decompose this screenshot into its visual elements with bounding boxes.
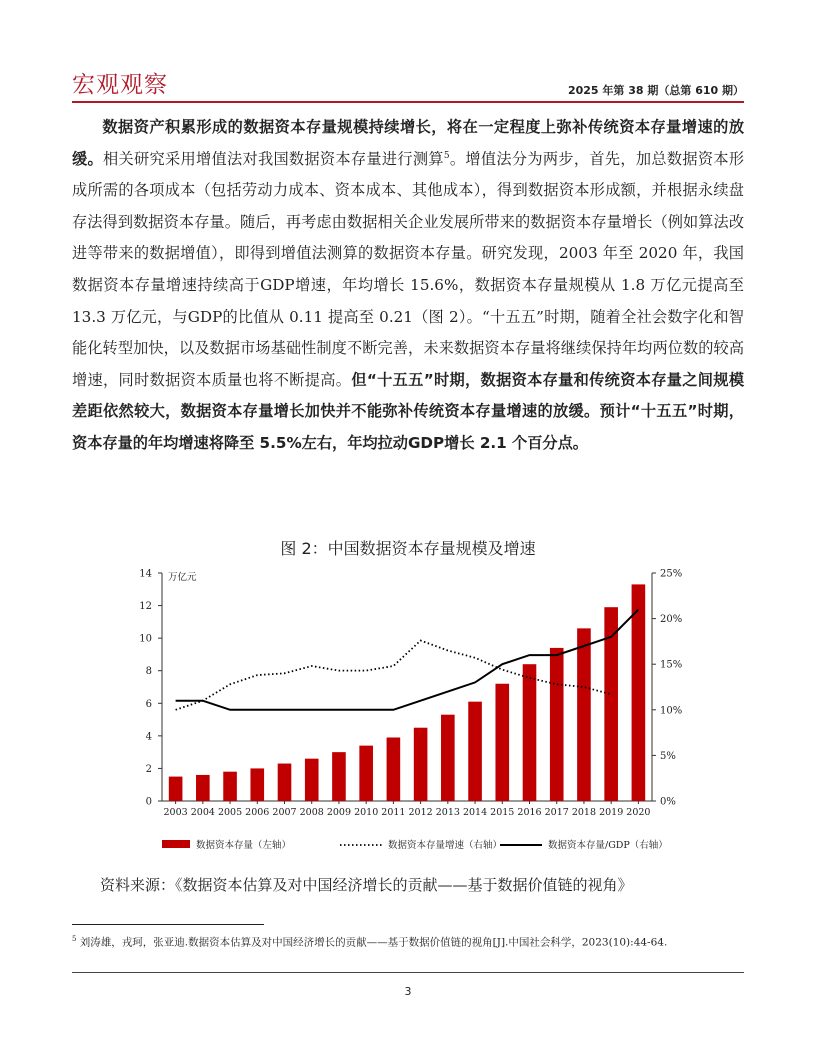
right-tick-label: 20% — [660, 614, 683, 626]
line-growth-rate — [176, 641, 612, 710]
left-tick-label: 8 — [145, 666, 152, 678]
bar-data-capital-stock — [223, 772, 237, 801]
left-tick-label: 4 — [145, 731, 152, 743]
x-tick-label: 2013 — [435, 807, 460, 818]
x-tick-label: 2015 — [490, 807, 515, 818]
header-divider — [72, 101, 744, 103]
x-tick-label: 2008 — [299, 807, 324, 818]
chart-container — [120, 562, 700, 862]
x-tick-label: 2009 — [326, 807, 352, 818]
bar-data-capital-stock — [468, 702, 482, 801]
legend-label-ratio: 数据资本存量/GDP（右轴） — [548, 840, 668, 851]
x-tick-label: 2003 — [163, 807, 188, 818]
footnote — [72, 930, 744, 952]
x-tick-label: 2019 — [599, 807, 624, 818]
right-tick-label: 5% — [660, 750, 676, 762]
x-tick-label: 2005 — [217, 807, 243, 818]
bar-data-capital-stock — [250, 768, 264, 801]
x-tick-label: 2020 — [626, 807, 651, 818]
left-axis-unit: 万亿元 — [168, 572, 197, 583]
bar-data-capital-stock — [632, 584, 646, 801]
x-tick-label: 2006 — [245, 807, 270, 818]
bar-data-capital-stock — [359, 746, 373, 801]
left-tick-label: 10 — [139, 633, 152, 645]
bar-data-capital-stock — [550, 648, 564, 801]
right-tick-label: 25% — [660, 568, 683, 580]
data-capital-chart — [120, 562, 700, 862]
left-tick-label: 14 — [139, 568, 152, 580]
footer-divider — [72, 972, 744, 973]
bar-data-capital-stock — [523, 664, 537, 801]
x-tick-label: 2007 — [272, 807, 297, 818]
figure-source: 资料来源：《数据资本估算及对中国经济增长的贡献——基于数据价值链的视角》 — [100, 876, 633, 894]
footnote-text: 刘涛雄，戎珂，张亚迪.数据资本估算及对中国经济增长的贡献——基于数据价值链的视角[J].中国社会科学，2023(10):44-64. — [76, 936, 668, 949]
left-tick-label: 6 — [145, 698, 152, 710]
paragraph-bold-lead: 数据资产积累形成的数据资本存量规模持续增长，将在一定程度上弥补传统资本存量增速的放缓。 — [72, 118, 744, 168]
x-tick-label: 2004 — [190, 807, 215, 818]
x-tick-label: 2017 — [544, 807, 569, 818]
legend-swatch-bar — [162, 840, 190, 848]
paragraph-text-2: 。增值法分为两步，首先，加总数据资本形成所需的各项成本（包括劳动力成本、资本成本、其他成本），得到数据资本形成额，并根据永续盘存法得到数据资本存量。随后，再考虑由数据相关企业发展所带来的数据资本存量增长（例如算法改进等带来的数据增值），即得到增值法测算的数据资本存量。研究发现，2003 年至 2020 年，我国数据资本存量增速持续高于GDP增速，年均增长 15.6%，数据资本存量规模从 1.8 万亿元提高至 13.3 万亿元，与GDP的比值从 0.11 提高至 0.21（图 2）。“十五五”时期，随着全社会数字化和智能化转型加快，以及数据市场基础性制度不断完善，未来数据资本存量将继续保持年均两位数的较高增速，同时数据资本质量也将不断提高。 — [72, 149, 745, 389]
footnote-divider — [72, 924, 264, 925]
report-series-title: 宏观观察 — [72, 72, 168, 98]
footnote-reference[interactable]: 5 — [443, 150, 450, 161]
issue-number: 2025 年第 38 期（总第 610 期） — [567, 84, 744, 97]
page-number: 3 — [404, 985, 412, 998]
bar-data-capital-stock — [169, 777, 183, 801]
x-tick-label: 2011 — [381, 807, 406, 818]
right-tick-label: 10% — [660, 705, 683, 717]
left-tick-label: 12 — [139, 601, 152, 613]
legend-label-bar: 数据资本存量（左轴） — [196, 840, 292, 851]
right-tick-label: 0% — [660, 796, 676, 808]
left-tick-label: 2 — [145, 763, 152, 775]
bar-data-capital-stock — [387, 737, 401, 801]
bar-data-capital-stock — [196, 775, 210, 801]
main-paragraph — [72, 112, 744, 460]
right-tick-label: 15% — [660, 659, 683, 671]
bar-data-capital-stock — [305, 759, 319, 801]
left-tick-label: 0 — [145, 796, 152, 808]
legend-label-growth: 数据资本存量增速（右轴） — [388, 840, 503, 851]
line-capital-to-gdp — [176, 610, 639, 710]
bar-data-capital-stock — [495, 684, 509, 801]
x-tick-label: 2018 — [571, 807, 597, 818]
bar-data-capital-stock — [332, 752, 346, 801]
x-tick-label: 2012 — [408, 807, 433, 818]
bar-data-capital-stock — [278, 764, 292, 801]
paragraph-bold-tail: 但“十五五”时期，数据资本存量和传统资本存量之间规模差距依然较大，数据资本存量增长加快并不能弥补传统资本存量增速的放缓。预计“十五五”时期，资本存量的年均增速将降至 5.5%左右，年均拉动GDP增长 2.1 个百分点。 — [72, 370, 745, 452]
bar-data-capital-stock — [441, 715, 455, 801]
footnote-number: 5 — [72, 935, 77, 943]
paragraph-text-1: 相关研究采用增值法对我国数据资本存量进行测算 — [103, 149, 444, 168]
x-tick-label: 2010 — [354, 807, 379, 818]
x-tick-label: 2014 — [462, 807, 488, 818]
figure-title: 图 2：中国数据资本存量规模及增速 — [280, 539, 536, 558]
bar-data-capital-stock — [414, 728, 428, 801]
bar-data-capital-stock — [577, 628, 591, 801]
x-tick-label: 2016 — [517, 807, 542, 818]
